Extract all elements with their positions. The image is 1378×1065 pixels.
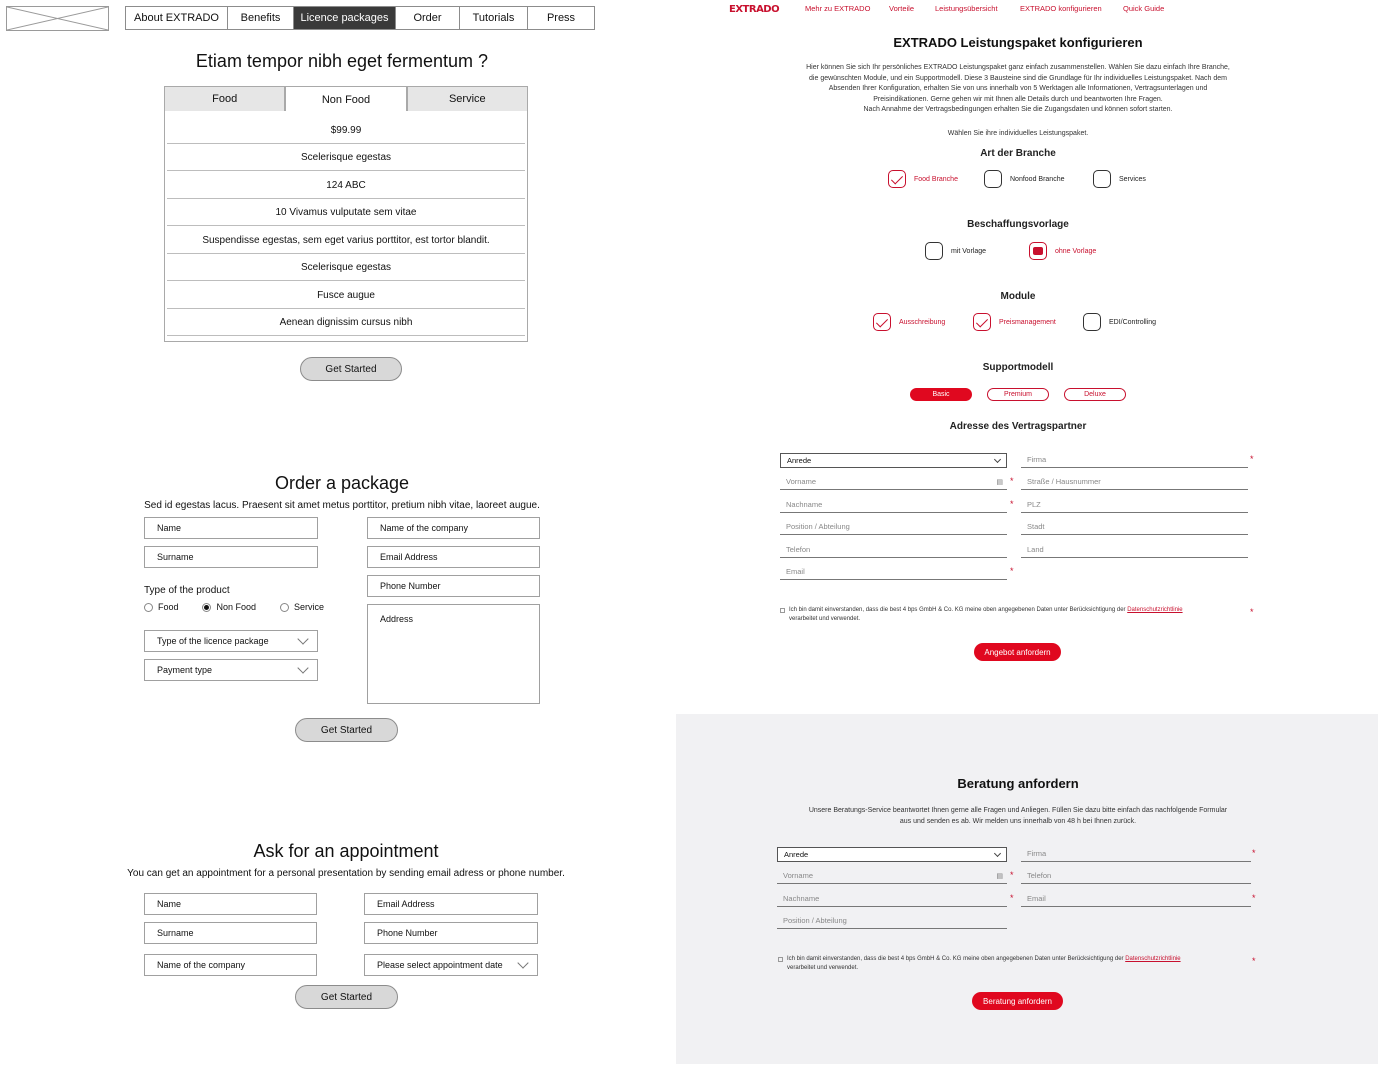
select-value: Payment type	[157, 665, 213, 675]
field-placeholder: Nachname	[786, 500, 823, 509]
checkbox[interactable]	[1083, 313, 1101, 331]
required-mark: *	[1252, 848, 1256, 858]
contact-card-icon: ▤	[996, 479, 1003, 486]
checkbox[interactable]	[925, 242, 943, 260]
ex-nav-konfigurieren[interactable]: EXTRADO konfigurieren	[1020, 4, 1102, 13]
package-row: Suspendisse egestas, sem eget varius porttitor, est tortor blandit.	[167, 227, 525, 254]
required-mark: *	[1010, 893, 1014, 903]
intro-line: Nach Annahme der Vertragsbedingungen erhalten Sie die Zugangsdaten und können sofort starten.	[863, 106, 1173, 113]
required-mark: *	[1252, 956, 1256, 966]
land-field[interactable]	[1021, 541, 1248, 558]
radio-non-food[interactable]	[202, 602, 256, 612]
support-heading: Supportmodell	[982, 362, 1054, 373]
checkbox[interactable]	[973, 313, 991, 331]
beratung-position-field[interactable]	[777, 912, 1007, 929]
select-value: Anrede	[787, 456, 812, 465]
order-phone-input[interactable]: Phone Number	[367, 575, 540, 597]
nav-order[interactable]: Order	[396, 7, 460, 29]
configure-intro	[760, 63, 1276, 116]
field-placeholder: Vorname	[786, 477, 817, 486]
package-row: Scelerisque egestas	[167, 144, 525, 171]
radio-food[interactable]	[144, 602, 179, 612]
consent-line: verarbeitet und verwendet.	[787, 965, 859, 971]
consent-text	[789, 606, 1239, 624]
consent-line: Ich bin damit einverstanden, dass die best 4 bps GmbH & Co. KG meine oben angegebenen Daten unter Berücksichtigung der	[789, 607, 1126, 613]
support-basic-pill[interactable]: Basic	[910, 388, 972, 401]
configure-title: EXTRADO Leistungspaket konfigurieren	[893, 35, 1143, 50]
support-deluxe-pill[interactable]: Deluxe	[1064, 388, 1126, 401]
product-type-radios	[144, 602, 324, 612]
field-placeholder: Firma	[1027, 455, 1047, 464]
required-mark: *	[1252, 893, 1256, 903]
intro-line: die gewünschten Module, und ein Supportmodell. Diese 3 Bausteine sind die Grundlage für Ihr individuelles Leistungspaket. Nach dem	[809, 74, 1227, 82]
required-mark: *	[1010, 566, 1014, 576]
address-heading: Adresse des Vertragspartner	[949, 421, 1087, 432]
option-label: Ausschreibung	[899, 318, 946, 326]
package-tabs	[164, 86, 528, 112]
required-mark: *	[1010, 499, 1014, 509]
package-row: Scelerisque egestas	[167, 254, 525, 281]
option-label: Services	[1119, 175, 1146, 183]
checkmark-icon	[976, 315, 988, 327]
order-surname-input[interactable]: Surname	[144, 546, 318, 568]
option-ohne-vorlage[interactable]	[1029, 242, 1096, 260]
field-placeholder: Telefon	[786, 545, 811, 554]
radio-label: Service	[293, 602, 324, 612]
product-type-label: Type of the product	[144, 585, 230, 596]
beratung-anrede-select[interactable]	[777, 847, 1007, 862]
checkmark-icon	[876, 315, 888, 327]
package-row: 10 Vivamus vulputate sem vitae	[167, 199, 525, 226]
radio-label: Non Food	[216, 602, 257, 612]
anrede-select[interactable]	[780, 453, 1007, 468]
extrado-logo[interactable]: EXTRADO	[729, 4, 780, 15]
option-services[interactable]	[1093, 170, 1146, 188]
order-email-input[interactable]: Email Address	[367, 546, 540, 568]
packages-get-started-button[interactable]: Get Started	[300, 357, 402, 381]
beratung-email-field[interactable]	[1021, 890, 1251, 907]
ex-nav-leistungsuebersicht[interactable]: Leistungsübersicht	[935, 4, 998, 13]
beratung-consent-checkbox[interactable]	[778, 957, 783, 962]
beratung-title: Beratung anfordern	[957, 776, 1079, 791]
option-label: Food Branche	[914, 175, 958, 183]
module-heading: Module	[1000, 291, 1036, 302]
field-placeholder: Straße / Hausnummer	[1027, 477, 1101, 486]
beratung-nachname-field[interactable]	[777, 890, 1007, 907]
order-title: Order a package	[274, 473, 410, 493]
position-field[interactable]	[780, 518, 1007, 535]
chevron-down-icon	[517, 957, 528, 968]
appointment-name-input[interactable]: Name	[144, 893, 317, 915]
contact-card-icon: ▤	[996, 873, 1003, 880]
radio-circle[interactable]	[144, 603, 153, 612]
nachname-field[interactable]	[780, 496, 1007, 513]
field-placeholder: Telefon	[1027, 871, 1052, 880]
appointment-intro: You can get an appointment for a personal presentation by sending email adress or phone number.	[127, 868, 565, 879]
field-placeholder: Firma	[1027, 849, 1047, 858]
checkbox[interactable]	[1029, 242, 1047, 260]
intro-line: Unsere Beratungs-Service beantwortet Ihnen gerne alle Fragen und Anliegen. Füllen Sie dazu bitte einfach das nachfolgende Formular	[808, 807, 1228, 814]
selected-fill	[1033, 247, 1043, 255]
option-mit-vorlage[interactable]	[925, 242, 986, 260]
option-food-branche[interactable]	[888, 170, 958, 188]
beratung-consent-text	[787, 955, 1237, 973]
checkbox[interactable]	[888, 170, 906, 188]
option-label: Preismanagement	[999, 318, 1056, 326]
order-get-started-button[interactable]: Get Started	[295, 718, 398, 742]
angebot-anfordern-button[interactable]: Angebot anfordern	[974, 643, 1061, 661]
field-placeholder: Email	[786, 567, 805, 576]
firma-field[interactable]	[1021, 451, 1248, 468]
beratung-intro	[760, 806, 1276, 827]
intro-line: Preisindikationen. Gerne gehen wir mit Ihnen alle Details durch und beantworten Ihre Fragen.	[873, 95, 1163, 103]
option-label: EDI/Controlling	[1109, 318, 1157, 326]
chevron-down-icon	[994, 455, 1001, 462]
option-preismanagement[interactable]	[973, 313, 1056, 331]
package-row: Aenean dignissim cursus nibh	[167, 309, 525, 336]
field-placeholder: Email	[1027, 894, 1046, 903]
option-label: ohne Vorlage	[1055, 247, 1097, 255]
stadt-field[interactable]	[1021, 518, 1248, 535]
beratung-anfordern-button[interactable]: Beratung anfordern	[972, 992, 1063, 1010]
consent-line: verarbeitet und verwendet.	[789, 616, 861, 622]
option-label: Nonfood Branche	[1010, 175, 1065, 183]
chevron-down-icon	[297, 662, 308, 673]
order-intro: Sed id egestas lacus. Praesent sit amet metus porttitor, pretium nibh vitae, laoreet augue.	[144, 500, 540, 511]
intro-line: aus und senden es ab. Wir melden uns innerhalb von 48 h bei Ihnen zurück.	[899, 817, 1137, 825]
vorlage-heading: Beschaffungsvorlage	[967, 219, 1069, 230]
packages-title: Etiam tempor nibh eget fermentum ?	[195, 51, 489, 71]
appointment-title: Ask for an appointment	[253, 841, 439, 861]
tab-service[interactable]: Service	[407, 86, 528, 112]
select-value: Anrede	[784, 850, 809, 859]
package-row: $99.99	[167, 117, 525, 144]
choose-text: Wählen Sie ihre individuelles Leistungspaket.	[947, 130, 1089, 137]
field-placeholder: Position / Abteilung	[783, 916, 847, 925]
strasse-field[interactable]	[1021, 473, 1248, 490]
required-mark: *	[1010, 870, 1014, 880]
beratung-panel	[676, 714, 1378, 1064]
required-mark: *	[1250, 607, 1254, 617]
nav-about[interactable]: About EXTRADO	[126, 7, 228, 29]
field-placeholder: Nachname	[783, 894, 820, 903]
radio-label: Food	[158, 602, 179, 612]
privacy-link[interactable]: Datenschutzrichtlinie	[1125, 956, 1181, 962]
privacy-link[interactable]: Datenschutzrichtlinie	[1127, 607, 1183, 613]
nav-licence-packages[interactable]: Licence packages	[294, 7, 396, 29]
beratung-telefon-field[interactable]	[1021, 867, 1251, 884]
radio-circle[interactable]	[202, 603, 211, 612]
checkmark-icon	[891, 172, 903, 184]
chevron-down-icon	[297, 633, 308, 644]
main-nav	[125, 6, 595, 30]
licence-package-select[interactable]	[144, 630, 318, 652]
tab-food[interactable]: Food	[164, 86, 285, 112]
beratung-vorname-field[interactable]	[777, 867, 1007, 884]
appointment-company-input[interactable]: Name of the company	[144, 954, 317, 976]
plz-field[interactable]	[1021, 496, 1248, 513]
field-placeholder: Vorname	[783, 871, 814, 880]
nav-press[interactable]: Press	[528, 7, 594, 29]
option-ausschreibung[interactable]	[873, 313, 945, 331]
consent-line: Ich bin damit einverstanden, dass die best 4 bps GmbH & Co. KG meine oben angegebenen Daten unter Berücksichtigung der	[787, 956, 1124, 962]
package-row: 124 ABC	[167, 172, 525, 199]
telefon-field[interactable]	[780, 541, 1007, 558]
support-premium-pill[interactable]: Premium	[987, 388, 1049, 401]
tab-non-food[interactable]: Non Food	[285, 86, 406, 112]
ex-nav-vorteile[interactable]: Vorteile	[889, 4, 915, 13]
logo-placeholder-icon	[6, 6, 109, 31]
field-placeholder: Land	[1027, 545, 1044, 554]
required-mark: *	[1010, 476, 1014, 486]
option-edi-controlling[interactable]	[1083, 313, 1156, 331]
select-value: Please select appointment date	[377, 960, 503, 970]
payment-type-select[interactable]	[144, 659, 318, 681]
consent-checkbox[interactable]	[780, 608, 785, 613]
chevron-down-icon	[994, 849, 1001, 856]
checkbox[interactable]	[873, 313, 891, 331]
beratung-firma-field[interactable]	[1021, 845, 1251, 862]
email-field[interactable]	[780, 563, 1007, 580]
order-name-input[interactable]: Name	[144, 517, 318, 539]
nav-benefits[interactable]: Benefits	[228, 7, 294, 29]
radio-circle[interactable]	[280, 603, 289, 612]
ex-nav-quick-guide[interactable]: Quick Guide	[1123, 4, 1165, 13]
radio-service[interactable]	[280, 602, 324, 612]
appointment-date-select[interactable]	[364, 954, 538, 976]
package-details	[164, 111, 528, 342]
field-placeholder: Stadt	[1027, 522, 1045, 531]
vorname-field[interactable]	[780, 473, 1007, 490]
branche-heading: Art der Branche	[980, 148, 1056, 159]
order-address-textarea[interactable]: Address	[367, 604, 540, 704]
appointment-get-started-button[interactable]: Get Started	[295, 985, 398, 1009]
appointment-phone-input[interactable]: Phone Number	[364, 922, 538, 944]
select-value: Type of the licence package	[157, 636, 269, 646]
checkbox[interactable]	[1093, 170, 1111, 188]
ex-nav-mehr[interactable]: Mehr zu EXTRADO	[805, 4, 871, 13]
option-label: mit Vorlage	[951, 247, 987, 255]
option-nonfood-branche[interactable]	[984, 170, 1064, 188]
nav-tutorials[interactable]: Tutorials	[460, 7, 528, 29]
intro-line: Hier können Sie sich Ihr persönliches EXTRADO Leistungspaket ganz einfach zusammenstellen. Wählen Sie dazu einfach Ihre Branche,	[806, 64, 1230, 71]
package-row: Fusce augue	[167, 282, 525, 309]
appointment-email-input[interactable]: Email Address	[364, 893, 538, 915]
required-mark: *	[1250, 454, 1254, 464]
appointment-surname-input[interactable]: Surname	[144, 922, 317, 944]
field-placeholder: Position / Abteilung	[786, 522, 850, 531]
order-company-input[interactable]: Name of the company	[367, 517, 540, 539]
checkbox[interactable]	[984, 170, 1002, 188]
intro-line: Absenden Ihrer Konfiguration, erhalten Sie von uns innerhalb von 5 Werktagen alle Informationen, Vertragsunterlagen und	[828, 85, 1208, 92]
field-placeholder: PLZ	[1027, 500, 1041, 509]
